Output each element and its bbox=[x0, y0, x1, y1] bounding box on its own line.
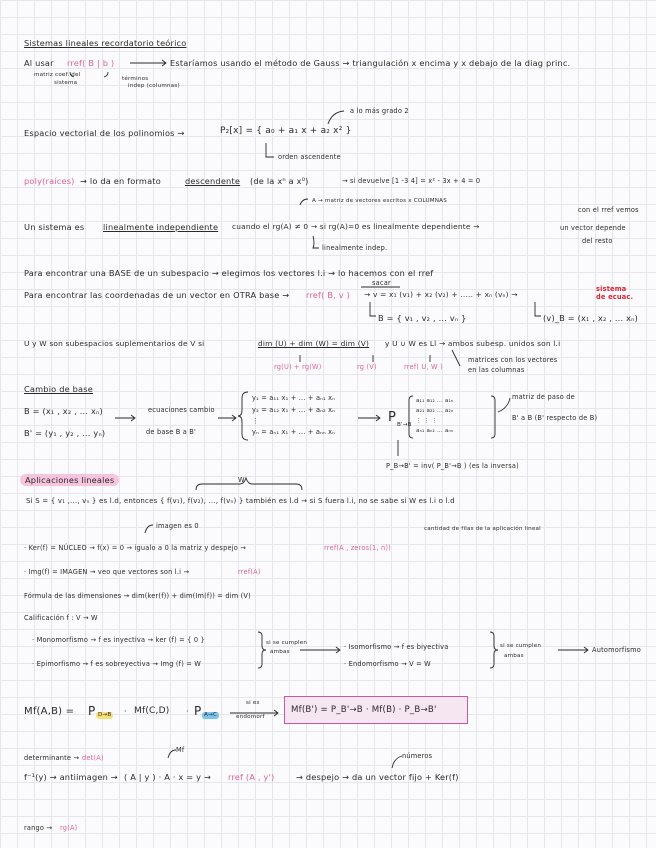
indep-b: linealmente independiente bbox=[103, 222, 219, 232]
poly-note: a lo más grado 2 bbox=[350, 107, 409, 115]
cambio-note1: matriz de paso de bbox=[512, 393, 575, 401]
cambio-mid1: ecuaciones cambio bbox=[148, 406, 215, 414]
supl-d: rg(U) + rg(W) bbox=[274, 363, 322, 371]
poly-eq: P₂[x] = { a₀ + a₁ x + a₂ x² } bbox=[220, 126, 352, 136]
apl-mono: · Monomorfismo → f es inyectiva → ker (f) = { 0 } bbox=[32, 636, 205, 644]
det-mf: Mf bbox=[176, 746, 185, 754]
apl-ambas2: ambas bbox=[504, 653, 524, 659]
gauss-text: Estaríamos usando el método de Gauss → triangulación x encima y x debajo de la diag princ. bbox=[170, 58, 571, 68]
coords-basis: B = { v₁ , v₂ , ... vₙ } bbox=[378, 313, 467, 323]
indep-d: un vector depende bbox=[560, 224, 626, 232]
cambio-P: P bbox=[388, 410, 397, 425]
cambio-m2: a₂₁ a₂₂ ... a₂ₙ bbox=[416, 408, 454, 414]
apl-dim: Fórmula de las dimensiones → dim(ker(f)) + dim(Im(f)) = dim (V) bbox=[24, 592, 251, 600]
poly-roots-desc: descendente bbox=[185, 176, 241, 186]
poly-roots-example: → si devuelve [1 -3 4] = x² - 3x + 4 = 0 bbox=[342, 177, 481, 185]
supl-b: dim (U) + dim (W) = dim (V) bbox=[258, 339, 370, 348]
det-antiimagen: f⁻¹(y) → antiimagen → bbox=[24, 772, 118, 782]
cambio-mid2: de base B a B' bbox=[146, 428, 197, 436]
poly-roots-range: (de la xⁿ a x⁰) bbox=[250, 176, 309, 186]
det-system: ( A | y ) · A · x = y → bbox=[124, 772, 212, 782]
apl-cumplen1: si se cumplen bbox=[266, 640, 308, 646]
apl-imnote: imagen es 0 bbox=[156, 522, 199, 530]
apl-ambas1: ambas bbox=[270, 649, 290, 655]
cambio-P-sub: B'→B bbox=[397, 422, 412, 428]
poly-text: Espacio vectorial de los polinomios → bbox=[24, 128, 185, 138]
apl-si: Si S = { v₁ ,..., vₙ } es l.d, entonces { f(v₁), f(v₂), ..., f(vₙ) } también es l.d → si S fuera l.i, no se sabe si W es l.i o l.d bbox=[26, 497, 455, 505]
cambio-B: B = (x₁ , x₂ , ... xₙ) bbox=[24, 406, 103, 416]
apl-endo: · Endomorfismo → V = W bbox=[344, 660, 431, 668]
det-func: det(A) bbox=[82, 754, 104, 762]
mf-dot2: · bbox=[186, 706, 189, 716]
cambio-r1: y₁ = a₁₁ x₁ + ... + aₙ₁ xₙ bbox=[252, 394, 336, 402]
mf-left: Mf(A,B) = bbox=[24, 706, 75, 717]
det-result: → despejo → da un vector fijo + Ker(f) bbox=[296, 772, 459, 782]
apl-img: · Img(f) = IMAGEN → veo que vectores son l.i → bbox=[24, 568, 190, 576]
mf-P1: P bbox=[88, 704, 96, 718]
mf-P2-sub: A→C bbox=[204, 712, 218, 718]
coords-ecuac: de ecuac. bbox=[596, 293, 634, 301]
apl-iso: · Isomorfismo → f es biyectiva bbox=[344, 643, 449, 651]
det-label: determinante → bbox=[24, 754, 80, 762]
page-title: Sistemas lineales recordatorio teórico bbox=[24, 38, 187, 48]
apl-title: Aplicaciones lineales bbox=[20, 474, 119, 486]
base-text: Para encontrar una BASE de un subespacio → elegimos los vectores l.i → lo hacemos con el rref bbox=[24, 268, 434, 278]
indep-f: del resto bbox=[582, 237, 613, 245]
indep-note: A → matriz de vectores escritos x COLUMNAS bbox=[312, 198, 447, 204]
note-sistema: sistema bbox=[54, 80, 78, 86]
rref-expression: rref( B | b ) bbox=[67, 58, 115, 68]
mf-P2: P bbox=[194, 704, 202, 718]
mf-endo1: si es bbox=[246, 700, 260, 706]
apl-epi: · Epimorfismo → f es sobreyectiva → Img (f) = W bbox=[32, 660, 202, 668]
supl-a: U y W son subespacios suplementarios de V si bbox=[24, 339, 205, 348]
rref-label: Al usar bbox=[24, 58, 54, 68]
mf-P1-sub: D→B bbox=[98, 712, 112, 718]
note-matriz: matriz coef. del bbox=[34, 72, 81, 78]
det-numeros: números bbox=[402, 752, 433, 760]
det-rref: rref (A , y') bbox=[228, 772, 275, 782]
mf-box-text: Mf(B') = P_B'→B · Mf(B) · P_B→B' bbox=[291, 705, 437, 715]
indep-g: linealmente indep. bbox=[322, 244, 388, 252]
apl-kernote: cantidad de filas de la aplicación lineal bbox=[424, 526, 541, 532]
poly-roots-func: poly(raíces) bbox=[24, 176, 75, 186]
apl-calif: Calificación f : V → W bbox=[24, 614, 98, 622]
cambio-r4: yₙ = aₙ₁ x₁ + ... + aₙₙ xₙ bbox=[252, 428, 336, 436]
coords-expansion: → v = x₁ (v₁) + x₂ (v₂) + ..... + xₙ (vₙ) → bbox=[364, 290, 518, 299]
indep-c: cuando el rg(A) ≠ 0 → si rg(A)=0 es linealmente dependiente → bbox=[232, 222, 480, 231]
apl-cumplen2: si se cumplen bbox=[500, 643, 542, 649]
supl-e: rg (V) bbox=[357, 363, 377, 371]
supl-c: y U ∪ W es Ll → ambos subesp. unidos son l.i bbox=[385, 339, 561, 348]
cambio-B2: B' = (y₁ , y₂ , ... yₙ) bbox=[24, 428, 106, 438]
cambio-r2: y₂ = a₁₂ x₁ + ... + aₙ₂ xₙ bbox=[252, 406, 336, 414]
apl-ker: · Ker(f) = NÚCLEO → f(x) = 0 → igualo a 0 la matriz y despejo → bbox=[24, 544, 246, 552]
cambio-m3: ⋮ ⋮ ⋮ bbox=[416, 418, 438, 424]
mf-endo2: endomorf bbox=[236, 714, 265, 720]
supl-f: rref( U, W ) bbox=[404, 363, 443, 371]
rango-func: rg(A) bbox=[60, 824, 78, 832]
apl-w: W bbox=[238, 476, 245, 484]
poly-order: orden ascendente bbox=[278, 153, 341, 161]
cambio-inv: P_B→B' = inv( P_B'→B ) (es la inversa) bbox=[386, 462, 519, 470]
cambio-title: Cambio de base bbox=[24, 384, 93, 394]
coords-text: Para encontrar las coordenadas de un vector en OTRA base → bbox=[24, 290, 290, 300]
mf-dot1: · bbox=[124, 706, 127, 716]
note-terminos: términos bbox=[122, 76, 149, 82]
supl-h: en las columnas bbox=[468, 366, 525, 374]
cambio-m4: aₙ₁ aₙ₂ ... aₙₙ bbox=[416, 428, 454, 434]
indep-a: Un sistema es bbox=[24, 222, 85, 232]
rango-label: rango → bbox=[24, 824, 53, 832]
apl-img-rref: rref(A) bbox=[238, 568, 261, 576]
indep-e: con el rref vemos bbox=[578, 206, 639, 214]
cambio-r3: ⋮ bbox=[252, 417, 259, 425]
coords-rref: rref( B, v ) bbox=[306, 290, 350, 300]
apl-ker-rref: rref(A , zeros(1, n)) bbox=[324, 544, 391, 552]
supl-g: matrices con los vectores bbox=[468, 356, 558, 364]
note-indep: indep (columnas) bbox=[128, 83, 180, 89]
coords-result: (v)_B = (x₁ , x₂ , ... xₙ) bbox=[543, 313, 638, 323]
cambio-note2: B' a B (B' respecto de B) bbox=[512, 414, 598, 422]
cambio-m1: a₁₁ a₁₂ ... a₁ₙ bbox=[416, 398, 454, 404]
apl-auto: Automorfismo bbox=[592, 646, 641, 654]
mf-Mf: Mf(C,D) bbox=[134, 706, 170, 716]
poly-roots-text: → lo da en formato bbox=[80, 176, 161, 186]
mf-box bbox=[284, 696, 468, 724]
coords-sistema: sistema bbox=[596, 285, 627, 293]
coords-sacar: sacar bbox=[372, 279, 391, 287]
